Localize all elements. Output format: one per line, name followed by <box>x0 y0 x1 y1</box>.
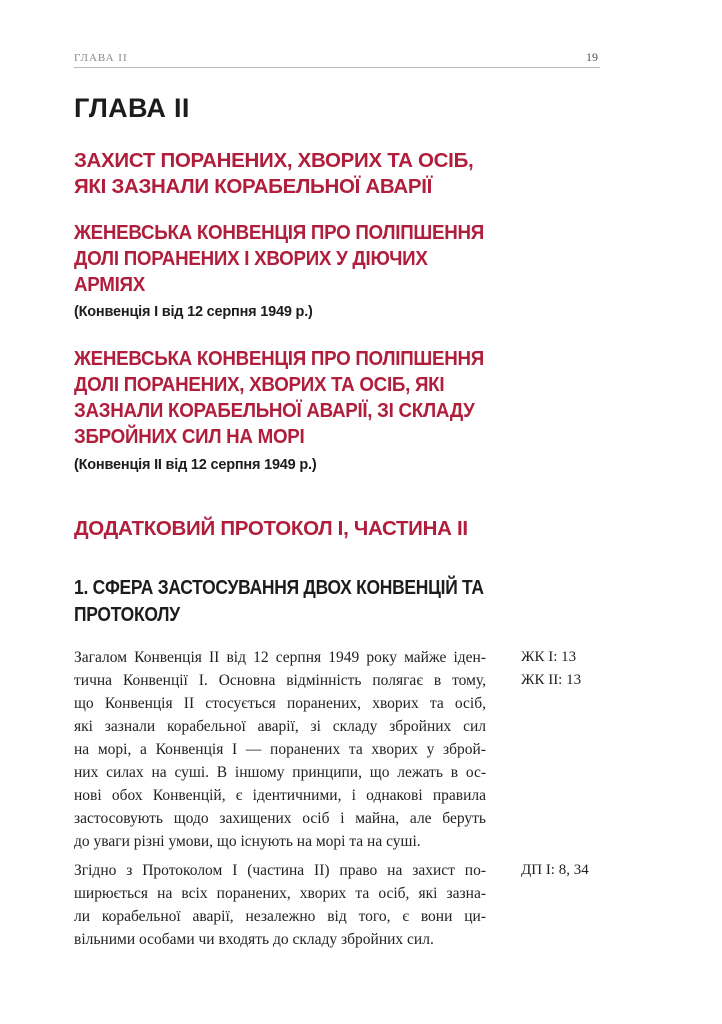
paragraph-line: які зазнали корабельної аварії, зі складу збройних сил <box>74 718 486 735</box>
margin-refs-2 <box>521 859 589 882</box>
heading-protection <box>74 148 473 200</box>
paragraph-line: застосовують щодо захищених осіб і майна, але беруть <box>74 810 486 827</box>
heading-line: АРМІЯХ <box>74 273 145 296</box>
section-heading <box>74 575 484 629</box>
section-heading-line: 1. СФЕРА ЗАСТОСУВАННЯ ДВОХ КОНВЕНЦІЙ ТА <box>74 577 484 599</box>
paragraph-line: них силах на суші. В іншому принципи, що лежать в ос- <box>74 764 486 781</box>
heading-convention-2 <box>74 346 484 450</box>
page-number: 19 <box>586 50 598 64</box>
heading-line: ЗБРОЙНИХ СИЛ НА МОРІ <box>74 425 305 448</box>
paragraph-line: що Конвенція II стосується поранених, хворих та осіб, <box>74 695 486 712</box>
paragraph-line: ширюється на всіх поранених, хворих та осіб, які зазна- <box>74 885 486 902</box>
running-head: ГЛАВА II <box>74 52 128 64</box>
heading-line: ЗАЗНАЛИ КОРАБЕЛЬНОЇ АВАРІЇ, ЗІ СКЛАДУ <box>74 399 475 422</box>
convention-1-note: (Конвенція I від 12 серпня 1949 р.) <box>74 304 313 320</box>
chapter-title: ГЛАВА II <box>74 93 190 123</box>
paragraph-line: на морі, а Конвенція I — поранених та хворих у збрoй- <box>74 741 486 758</box>
paragraph-line: Згідно з Протоколом I (частина II) право на захист по- <box>74 862 486 879</box>
paragraph-line: до уваги різні умови, що існують на морі та на суші. <box>74 833 421 850</box>
section-heading-line: ПРОТОКОЛУ <box>74 604 180 626</box>
paragraph-1 <box>74 646 486 853</box>
heading-protocol <box>74 516 468 542</box>
heading-line: ЯКІ ЗАЗНАЛИ КОРАБЕЛЬНОЇ АВАРІЇ <box>74 175 432 198</box>
paragraph-line: вільними особами чи входять до складу збройних сил. <box>74 931 434 948</box>
heading-line: ДОЛІ ПОРАНЕНИХ, ХВОРИХ ТА ОСІБ, ЯКІ <box>74 373 445 396</box>
heading-line: ЖЕНЕВСЬКА КОНВЕНЦІЯ ПРО ПОЛІПШЕННЯ <box>74 221 484 244</box>
heading-line: ЗАХИСТ ПОРАНЕНИХ, ХВОРИХ ТА ОСІБ, <box>74 149 474 172</box>
paragraph-2 <box>74 859 486 951</box>
heading-line: ЖЕНЕВСЬКА КОНВЕНЦІЯ ПРО ПОЛІПШЕННЯ <box>74 347 484 370</box>
margin-refs-1 <box>521 646 581 692</box>
heading-line: ДОЛІ ПОРАНЕНИХ І ХВОРИХ У ДІЮЧИХ <box>74 247 428 270</box>
margin-ref: ДП I: 8, 34 <box>521 862 589 878</box>
margin-ref: ЖК II: 13 <box>521 672 582 688</box>
paragraph-line: нові обох Конвенцій, є ідентичними, і однакові правила <box>74 787 486 804</box>
paragraph-line: ли корабельної аварії, незалежно від того, є вони ци- <box>74 908 486 925</box>
heading-line: ДОДАТКОВИЙ ПРОТОКОЛ I, ЧАСТИНА II <box>74 517 468 540</box>
convention-2-note: (Конвенція II від 12 серпня 1949 р.) <box>74 457 317 473</box>
heading-convention-1 <box>74 220 484 298</box>
paragraph-line: Загалом Конвенція II від 12 серпня 1949 року майже іден- <box>74 649 486 666</box>
margin-ref: ЖК I: 13 <box>521 649 577 665</box>
header-rule <box>74 67 600 68</box>
paragraph-line: тична Конвенції I. Основна відмінність полягає в тому, <box>74 672 486 689</box>
